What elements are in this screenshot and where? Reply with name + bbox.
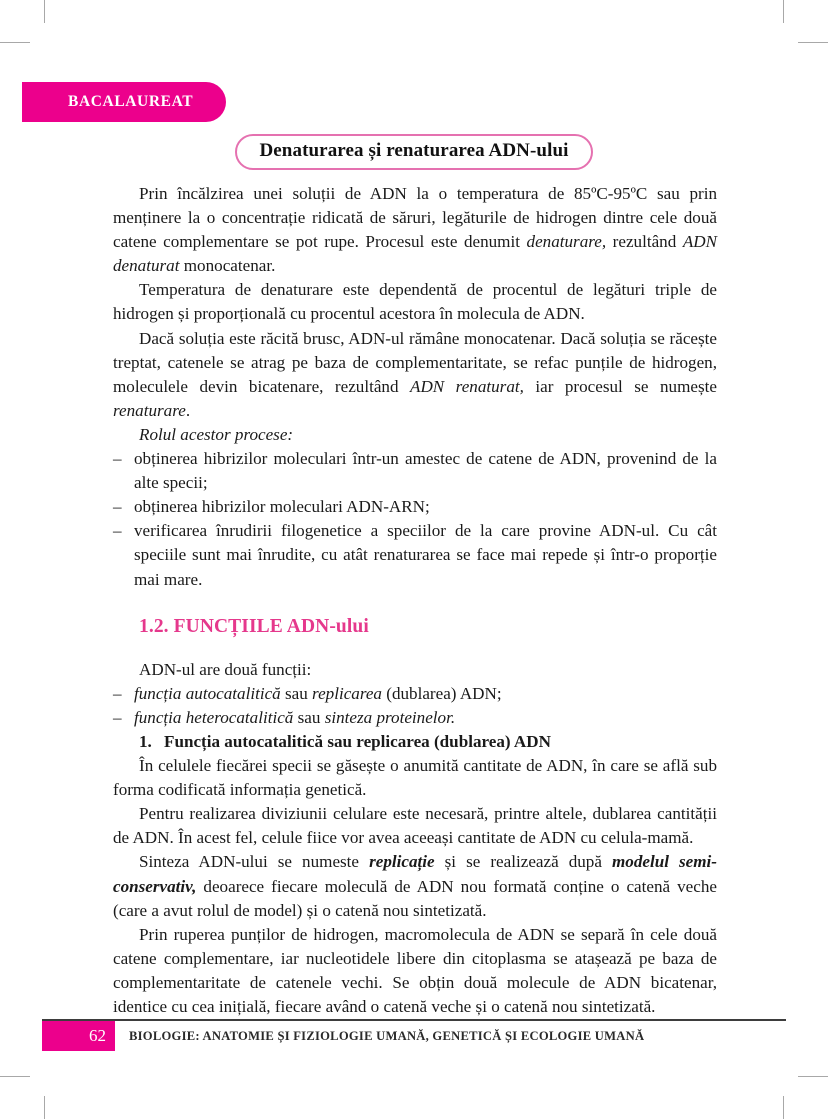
replicarea-term: replicarea (312, 683, 382, 703)
functie-autocatalitica-term: funcția autocatalitică (134, 683, 281, 703)
para1-emphasis-adn-denaturat: ADN denaturat (113, 232, 718, 276)
dash-bullet-icon: – (113, 683, 122, 703)
rol-heading-text: Rolul acestor procese: (139, 424, 294, 444)
paragraph-ruperea-puntilor: Prin ruperea punților de hidrogen, macromolecula de ADN se separă în cele două catene complementare, iar nucleotidele libere din citoplasma se atașează pe baza de complementaritate de catenele vechi. Se obțin două molecule de ADN bicatenar, identice cu cea inițială, fiecare având o catenă veche și o catenă nou sintetizată. (113, 924, 717, 1016)
sinteza-proteinelor-term: sinteza proteinelor. (324, 707, 456, 727)
spacer (113, 592, 717, 615)
paragraph-replicatie (113, 850, 717, 922)
page-footer (42, 1021, 786, 1051)
para1-part-b: rezultând (606, 232, 683, 252)
functie-conjunction: sau (280, 683, 313, 703)
functii-list (113, 682, 717, 730)
section-heading-functiile-adn: 1.2. FUNCȚIILE ADN-ului (139, 615, 369, 637)
model-semiconservativ-term: modelul semi-conservativ, (113, 852, 717, 896)
paragraph-celule-specii: În celulele fiecărei specii se găsește o anumită cantitate de ADN, în care se află sub forma codificată informația genetică. (113, 756, 717, 800)
lesson-title: Denaturarea și renaturarea ADN-ului (235, 134, 592, 170)
bacalaureat-badge-label: BACALAUREAT (68, 93, 194, 110)
para-replicatie-part-a: Sinteza ADN-ului se numeste (139, 852, 370, 872)
para3-part-a: Dacă soluția este răcită brusc, ADN-ul rămâne monocatenar. Dacă soluția se răcește treptat, catenele se atrag pe baza de complementaritate, se refac punțile de hidrogen, moleculele devin bicatenare, rezultând (113, 328, 717, 396)
dash-bullet-icon: – (113, 497, 122, 517)
para1-emphasis-denaturare: denaturare, (526, 232, 607, 252)
paragraph-denaturare (113, 182, 717, 278)
paragraph-functii-intro: ADN-ul are două funcții: (139, 659, 312, 679)
paragraph-diviziune-celulara: Pentru realizarea diviziunii celulare este necesară, printre altele, dublarea cantității de ADN. În acest fel, celule fiice vor avea aceeași cantitate de ADN cu celula-mamă. (113, 804, 717, 848)
para3-part-b: iar procesul se numește (523, 376, 717, 396)
dash-bullet-icon: – (113, 449, 122, 469)
spacer (113, 639, 717, 658)
numbered-subheading-number: 1. (139, 731, 152, 751)
bacalaureat-badge (22, 82, 226, 122)
list-item (113, 706, 717, 730)
list-item-text: verificarea înrudirii filogenetice a speciilor de la care provine ADN-ul. Cu cât speciile sunt mai înrudite, cu atât renaturarea se face mai repede și într-o proporție mai mare. (134, 521, 717, 589)
lesson-title-container (0, 134, 828, 170)
footer-running-title: BIOLOGIE: ANATOMIE ȘI FIZIOLOGIE UMANĂ, GENETICĂ ȘI ECOLOGIE UMANĂ (129, 1028, 645, 1043)
footer-page-number: 62 (42, 1021, 115, 1051)
para1-part-a: Prin încălzirea unei soluții de ADN la o temperatura de 85ºC-95ºC sau prin menținere la o concentrație ridicată de săruri, legăturile de hidrogen dintre cele două catene complementare se pot rupe. Procesul este denumit (113, 184, 717, 252)
dash-bullet-icon: – (113, 521, 122, 541)
list-item-text: obținerea hibrizilor moleculari într-un amestec de catene de ADN, provenind de la alte specii; (134, 449, 717, 493)
rol-procese-list (113, 447, 717, 592)
list-item (113, 447, 717, 495)
list-item (113, 519, 717, 591)
para-replicatie-part-c: deoarece fiecare moleculă de ADN nou formată conține o catenă veche (care a avut rolul de model) și o catenă nou sintetizată. (113, 876, 717, 920)
numbered-subheading (113, 730, 717, 754)
para3-emphasis-adn-renaturat: ADN renaturat, (410, 376, 524, 396)
functie-heterocatalitica-term: funcția heterocatalitică (134, 707, 294, 727)
list-item (113, 495, 717, 519)
para-replicatie-part-b: și se realizează după (434, 852, 612, 872)
numbered-subheading-text: Funcția autocatalitică sau replicarea (dublarea) ADN (164, 731, 551, 751)
functie-tail: (dublarea) ADN; (381, 683, 502, 703)
page-content (113, 182, 717, 1019)
paragraph-renaturare (113, 327, 717, 423)
para3-part-c: . (185, 400, 191, 420)
paragraph-temperatura: Temperatura de denaturare este dependentă de procentul de legături triple de hidrogen și proporțională cu procentul acestora în molecula de ADN. (113, 280, 717, 324)
rol-acestor-procese-heading (113, 423, 717, 447)
para1-part-c: monocatenar. (179, 256, 276, 276)
list-item-text: obținerea hibrizilor moleculari ADN-ARN; (134, 497, 430, 517)
dash-bullet-icon: – (113, 707, 122, 727)
replicatie-term: replicație (369, 852, 435, 872)
para3-emphasis-renaturare: renaturare (113, 400, 186, 420)
list-item (113, 682, 717, 706)
functie-conjunction: sau (293, 707, 325, 727)
